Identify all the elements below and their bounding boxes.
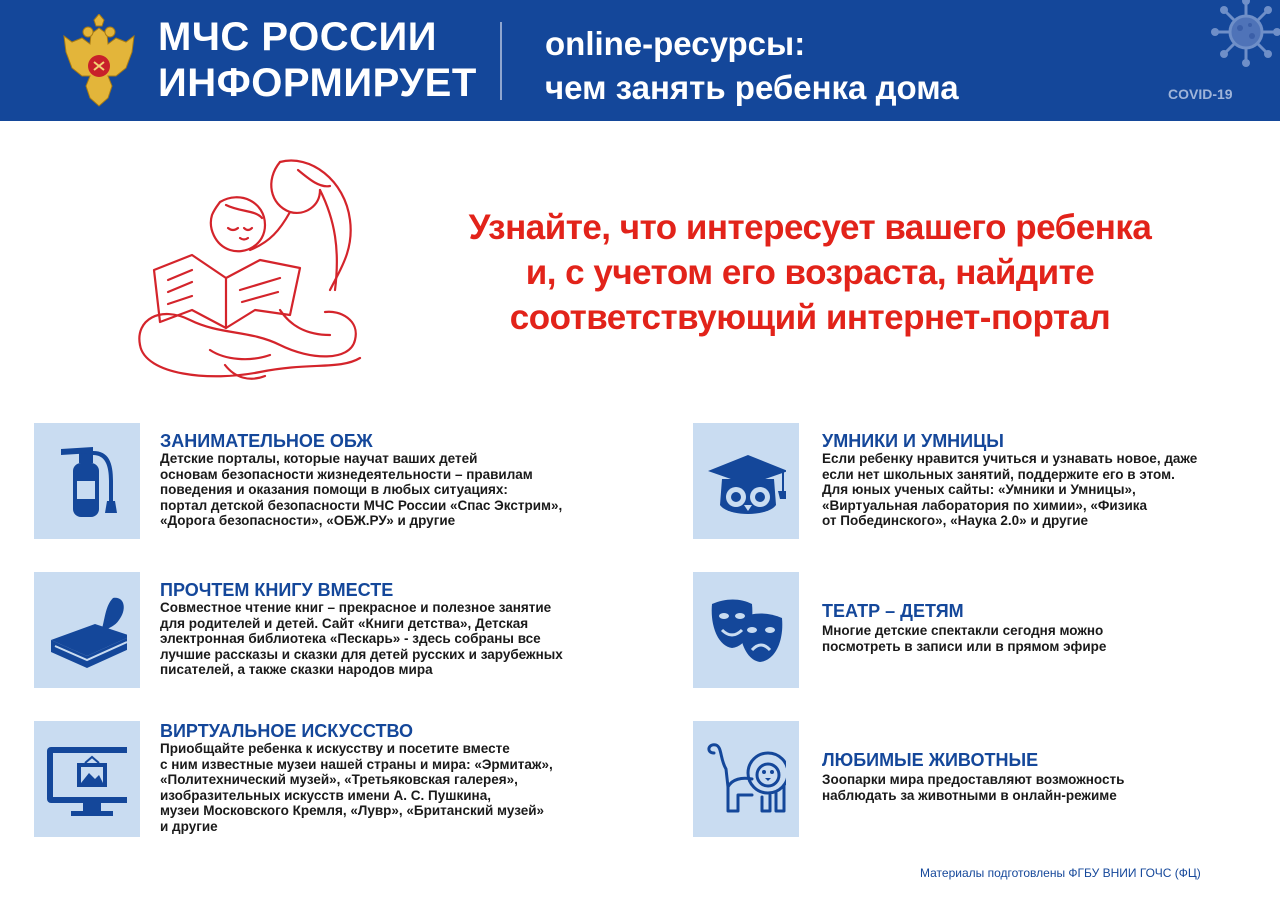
card-title-animals: ЛЮБИМЫЕ ЖИВОТНЫЕ	[822, 750, 1039, 770]
card-text-line: если нет школьных занятий, поддержите его в этом.	[822, 466, 1175, 482]
card-icon-box-animals	[693, 721, 799, 837]
headline-line-1: Узнайте, что интересует вашего ребенка	[468, 208, 1152, 247]
brand-line-2: ИНФОРМИРУЕТ	[158, 61, 477, 105]
headline	[420, 205, 1200, 340]
card-text-book	[160, 600, 563, 678]
book-and-quill-icon	[47, 590, 127, 670]
card-text-line: для родителей и детей. Сайт «Книги детства», Детская	[160, 615, 529, 631]
card-text-line: «Виртуальная лаборатория по химии», «Физика	[822, 497, 1148, 513]
footer-credit: Материалы подготовлены ФГБУ ВНИИ ГОЧС (ФЦ)	[920, 866, 1201, 880]
card-text-line: Зоопарки мира предоставляют возможность	[822, 772, 1125, 787]
brand-title	[158, 14, 477, 106]
card-text-line: «Дорога безопасности», «ОБЖ.РУ» и другие	[160, 513, 456, 529]
card-text-animals	[822, 772, 1124, 803]
headline-line-2: и, с учетом его возраста, найдите	[525, 253, 1095, 292]
card-text-line: Приобщайте ребенка к искусству и посетите вместе	[160, 741, 510, 756]
card-text-line: с ним известные музеи нашей страны и мира: «Эрмитаж»,	[160, 756, 553, 772]
card-icon-box-book	[34, 572, 140, 688]
monitor-with-painting-icon	[47, 739, 127, 819]
card-text-smart	[822, 451, 1197, 529]
card-text-line: Детские порталы, которые научат ваших детей	[160, 451, 478, 466]
card-text-art	[160, 741, 553, 835]
header-subtitle	[545, 22, 959, 110]
coronavirus-icon	[1208, 0, 1280, 70]
card-icon-box-smart	[693, 423, 799, 539]
card-icon-box-art	[34, 721, 140, 837]
card-title-obzh: ЗАНИМАТЕЛЬНОЕ ОБЖ	[160, 431, 373, 451]
card-text-line: основам безопасности жизнедеятельности – правилам	[160, 466, 533, 482]
theater-masks-icon	[706, 590, 786, 670]
covid-label: COVID-19	[1168, 86, 1233, 102]
card-text-line: Если ребенку нравится учиться и узнавать новое, даже	[822, 451, 1198, 466]
card-text-line: Для юных ученых сайты: «Умники и Умницы»,	[822, 482, 1136, 498]
card-text-line: от Побединского», «Наука 2.0» и другие	[822, 513, 1089, 529]
card-title-art: ВИРТУАЛЬНОЕ ИСКУССТВО	[160, 721, 414, 741]
owl-with-graduation-cap-icon	[706, 441, 786, 521]
mother-reading-to-child-illustration	[130, 150, 370, 390]
headline-line-3: соответствующий интернет-портал	[509, 298, 1111, 337]
card-text-line: лучшие рассказы и сказки для детей русских и зарубежных	[160, 646, 563, 662]
subtitle-line-1: online-ресурсы:	[545, 25, 806, 62]
fire-extinguisher-icon	[47, 441, 127, 521]
card-icon-box-obzh	[34, 423, 140, 539]
subtitle-line-2: чем занять ребенка дома	[545, 69, 959, 106]
card-text-obzh	[160, 451, 562, 529]
brand-line-1: МЧС РОССИИ	[158, 15, 437, 59]
double-headed-eagle-emblem-icon	[60, 14, 138, 110]
card-text-line: «Политехнический музей», «Третьяковская галерея»,	[160, 772, 518, 788]
card-text-line: и другие	[160, 818, 218, 834]
header-banner	[0, 0, 1280, 121]
card-text-line: портал детской безопасности МЧС России «Спас Экстрим»,	[160, 497, 563, 513]
card-text-line: писателей, а также сказки народов мира	[160, 662, 433, 678]
card-text-line: поведения и оказания помощи в любых ситуациях:	[160, 482, 508, 498]
card-icon-box-theater	[693, 572, 799, 688]
card-text-line: наблюдать за животными в онлайн-режиме	[822, 787, 1117, 803]
card-text-line: музеи Московского Кремля, «Лувр», «Британский музей»	[160, 803, 545, 819]
card-text-line: Совместное чтение книг – прекрасное и полезное занятие	[160, 600, 552, 615]
lion-icon	[706, 739, 786, 819]
card-text-theater	[822, 623, 1106, 654]
card-text-line: изобразительных искусств имени А. С. Пушкина,	[160, 787, 491, 803]
card-text-line: посмотреть в записи или в прямом эфире	[822, 638, 1107, 654]
card-title-smart: УМНИКИ И УМНИЦЫ	[822, 431, 1004, 451]
card-text-line: электронная библиотека «Пескарь» - здесь собраны все	[160, 631, 541, 647]
header-divider	[500, 22, 502, 100]
card-title-book: ПРОЧТЕМ КНИГУ ВМЕСТЕ	[160, 580, 394, 600]
card-text-line: Многие детские спектакли сегодня можно	[822, 623, 1104, 638]
card-title-theater: ТЕАТР – ДЕТЯМ	[822, 601, 964, 621]
